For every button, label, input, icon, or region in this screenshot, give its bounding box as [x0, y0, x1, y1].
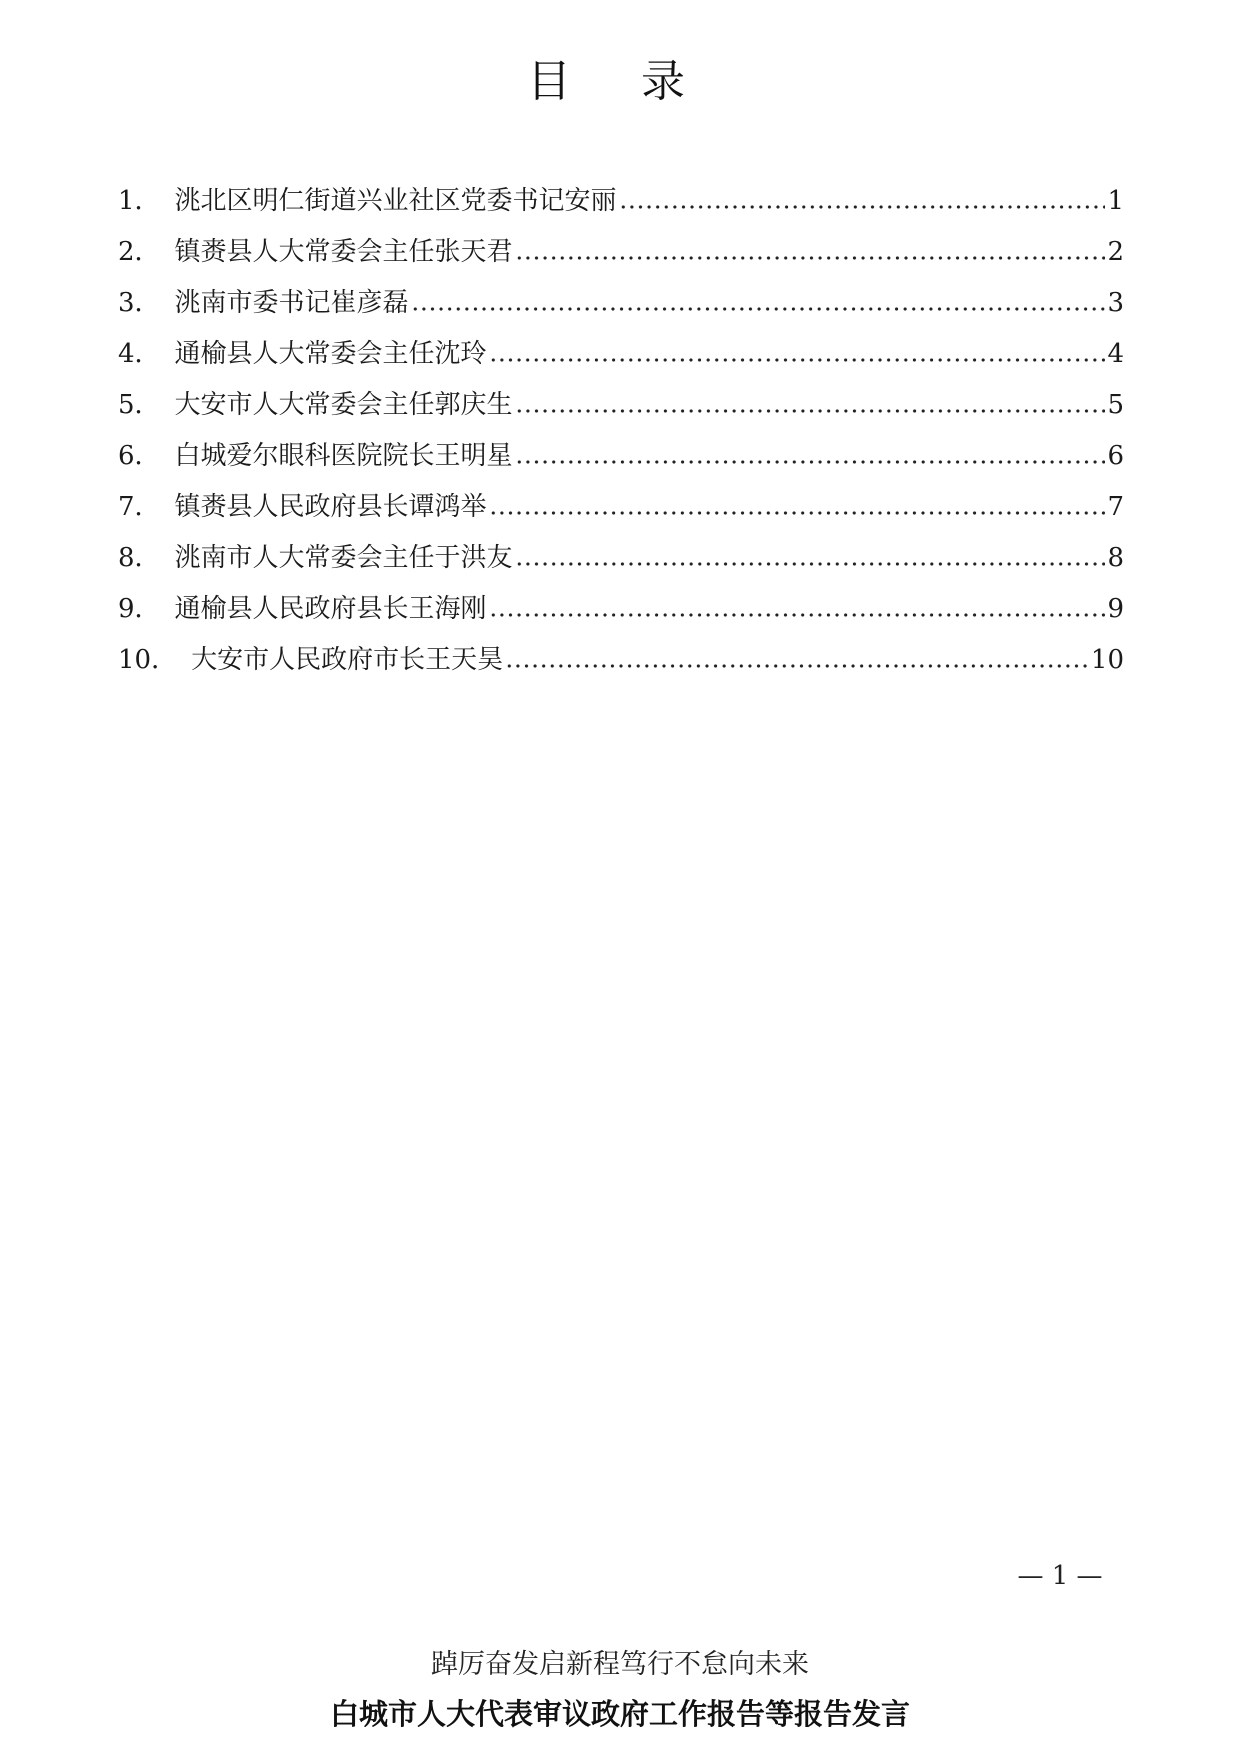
toc-entry-title: 洮南市人大常委会主任于洪友: [174, 543, 513, 573]
toc-entry-page: 9: [1107, 594, 1124, 624]
toc-entry-page: 7: [1107, 492, 1124, 522]
footer-slogan: 踔厉奋发启新程笃行不怠向未来: [431, 1649, 809, 1680]
dot-leader: [515, 538, 1106, 578]
footer-document-title: 白城市人大代表审议政府工作报告等报告发言: [329, 1697, 910, 1731]
toc-entry-number: 6．: [118, 441, 161, 471]
table-of-contents: [118, 170, 1124, 680]
toc-entry-title: 镇赉县人大常委会主任张天君: [174, 237, 513, 267]
toc-entry-title: 通榆县人大常委会主任沈玲: [174, 339, 487, 369]
toc-entry-number: 10．: [118, 645, 178, 675]
toc-entry[interactable]: [118, 221, 1124, 272]
toc-entry[interactable]: [118, 578, 1124, 629]
toc-entry-number: 2．: [118, 237, 161, 267]
toc-entry-number: 8．: [118, 543, 161, 573]
toc-entry-number: 3．: [118, 288, 161, 318]
toc-entry-page: 4: [1107, 339, 1124, 369]
dot-leader: [489, 589, 1106, 629]
toc-entry-page: 1: [1107, 186, 1124, 216]
dot-leader: [515, 385, 1106, 425]
toc-entry-page: 3: [1107, 288, 1124, 318]
dot-leader: [619, 181, 1106, 221]
toc-entry[interactable]: [118, 425, 1124, 476]
toc-entry-number: 5．: [118, 390, 161, 420]
toc-entry-page: 8: [1107, 543, 1124, 573]
dot-leader: [515, 232, 1106, 272]
toc-entry[interactable]: [118, 476, 1124, 527]
toc-entry[interactable]: [118, 170, 1124, 221]
toc-entry-number: 1．: [118, 186, 161, 216]
toc-entry[interactable]: [118, 374, 1124, 425]
toc-entry-number: 7．: [118, 492, 161, 522]
toc-entry-title: 通榆县人民政府县长王海刚: [174, 594, 487, 624]
toc-entry[interactable]: [118, 629, 1124, 680]
toc-entry-page: 10: [1090, 645, 1124, 675]
dot-leader: [489, 487, 1106, 527]
page-title: 目 录: [527, 56, 713, 107]
dot-leader: [489, 334, 1106, 374]
toc-entry-page: 6: [1107, 441, 1124, 471]
toc-entry-title: 洮北区明仁街道兴业社区党委书记安丽: [174, 186, 617, 216]
toc-entry-page: 2: [1107, 237, 1124, 267]
toc-entry[interactable]: [118, 323, 1124, 374]
toc-entry-title: 大安市人民政府市长王天昊: [191, 645, 504, 675]
dot-leader: [515, 436, 1106, 476]
toc-entry-page: 5: [1107, 390, 1124, 420]
page-number: — 1 —: [1017, 1561, 1103, 1591]
toc-entry-title: 镇赉县人民政府县长谭鸿举: [174, 492, 487, 522]
toc-entry-title: 大安市人大常委会主任郭庆生: [174, 390, 513, 420]
toc-entry-title: 洮南市委书记崔彦磊: [174, 288, 409, 318]
toc-entry-number: 9．: [118, 594, 161, 624]
toc-entry-title: 白城爱尔眼科医院院长王明星: [174, 441, 513, 471]
toc-entry-number: 4．: [118, 339, 161, 369]
dot-leader: [411, 283, 1106, 323]
toc-entry[interactable]: [118, 527, 1124, 578]
toc-entry[interactable]: [118, 272, 1124, 323]
dot-leader: [505, 640, 1089, 680]
